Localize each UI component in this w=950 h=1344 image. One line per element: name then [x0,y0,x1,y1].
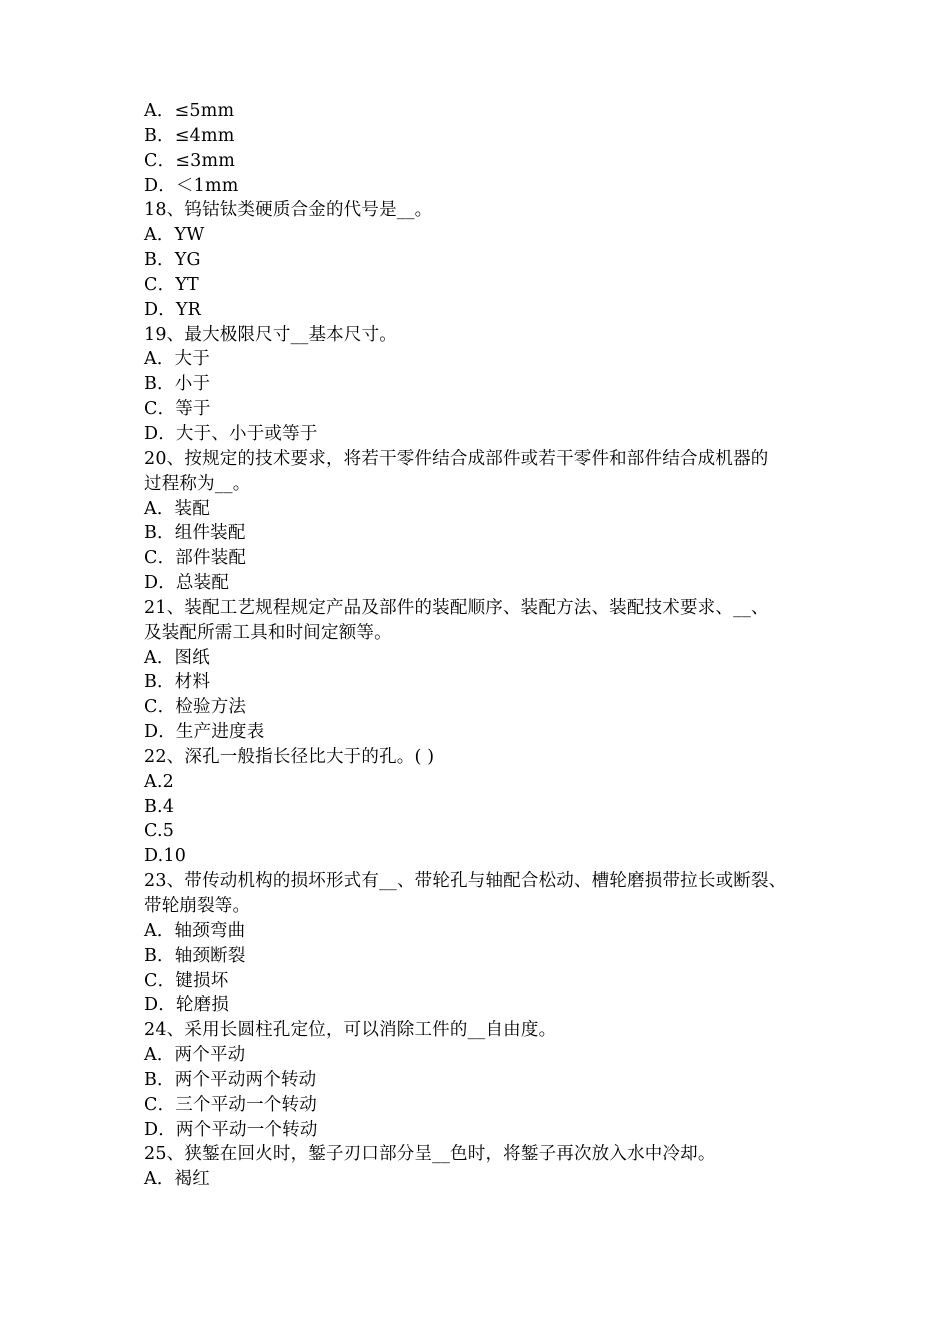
q20-question-line-2: 过程称为__。 [144,473,251,494]
q20-option-a: A．装配 [144,498,210,519]
q21-question-line-1: 21、装配工艺规程规定产品及部件的装配顺序、装配方法、装配技术要求、__、 [144,597,769,618]
q22-option-b: B.4 [144,796,175,817]
q18-option-d: D．YR [144,299,202,320]
q23-option-a: A．轴颈弯曲 [144,920,246,941]
q20-option-b: B．组件装配 [144,523,246,544]
q19-option-b: B．小于 [144,374,211,395]
q22-question: 22、深孔一般指长径比大于的孔。( ) [144,746,435,767]
q22-option-a: A.2 [144,771,174,792]
document-body [144,99,824,1192]
q20-option-d: D．总装配 [144,573,230,594]
q18-option-b: B．YG [144,250,201,271]
q24-option-d: D．两个平动一个转动 [144,1119,318,1140]
q24-question: 24、采用长圆柱孔定位，可以消除工件的__自由度。 [144,1020,557,1041]
q21-option-b: B．材料 [144,672,211,693]
q19-option-a: A．大于 [144,349,210,370]
q18-question: 18、钨钴钛类硬质合金的代号是__。 [144,200,433,221]
q21-option-a: A．图纸 [144,647,210,668]
q22-option-d: D.10 [144,846,187,867]
q19-question: 19、最大极限尺寸__基本尺寸。 [144,324,397,345]
q24-option-b: B．两个平动两个转动 [144,1069,317,1090]
q20-option-c: C．部件装配 [144,548,247,569]
q21-option-c: C．检验方法 [144,697,247,718]
q24-option-a: A．两个平动 [144,1045,246,1066]
q18-option-a: A．YW [144,225,205,246]
q25-question: 25、狭錾在回火时，錾子刃口部分呈__色时，将錾子再次放入水中冷却。 [144,1144,716,1165]
q23-question-line-1: 23、带传动机构的损坏形式有__、带轮孔与轴配合松动、槽轮磨损带拉长或断裂、 [144,871,787,892]
q18-option-c: C．YT [144,274,199,295]
q23-option-c: C．键损坏 [144,970,229,991]
q22-option-c: C.5 [144,821,175,842]
q17-option-a: A．≤5mm [144,101,235,121]
q17-option-d: D．＜1mm [144,175,239,196]
q20-question-line-1: 20、按规定的技术要求，将若干零件结合成部件或若干零件和部件结合成机器的 [144,448,769,469]
q23-option-b: B．轴颈断裂 [144,945,246,966]
q25-option-a: A．褐红 [144,1169,210,1190]
q23-option-d: D．轮磨损 [144,995,230,1016]
q21-question-line-2: 及装配所需工具和时间定额等。 [144,622,392,643]
q24-option-c: C．三个平动一个转动 [144,1094,317,1115]
q17-option-c: C．≤3mm [144,150,236,171]
q19-option-c: C．等于 [144,399,211,420]
q21-option-d: D．生产进度表 [144,722,265,743]
q17-option-b: B．≤4mm [144,125,235,146]
q19-option-d: D．大于、小于或等于 [144,423,318,444]
q23-question-line-2: 带轮崩裂等。 [144,896,251,916]
